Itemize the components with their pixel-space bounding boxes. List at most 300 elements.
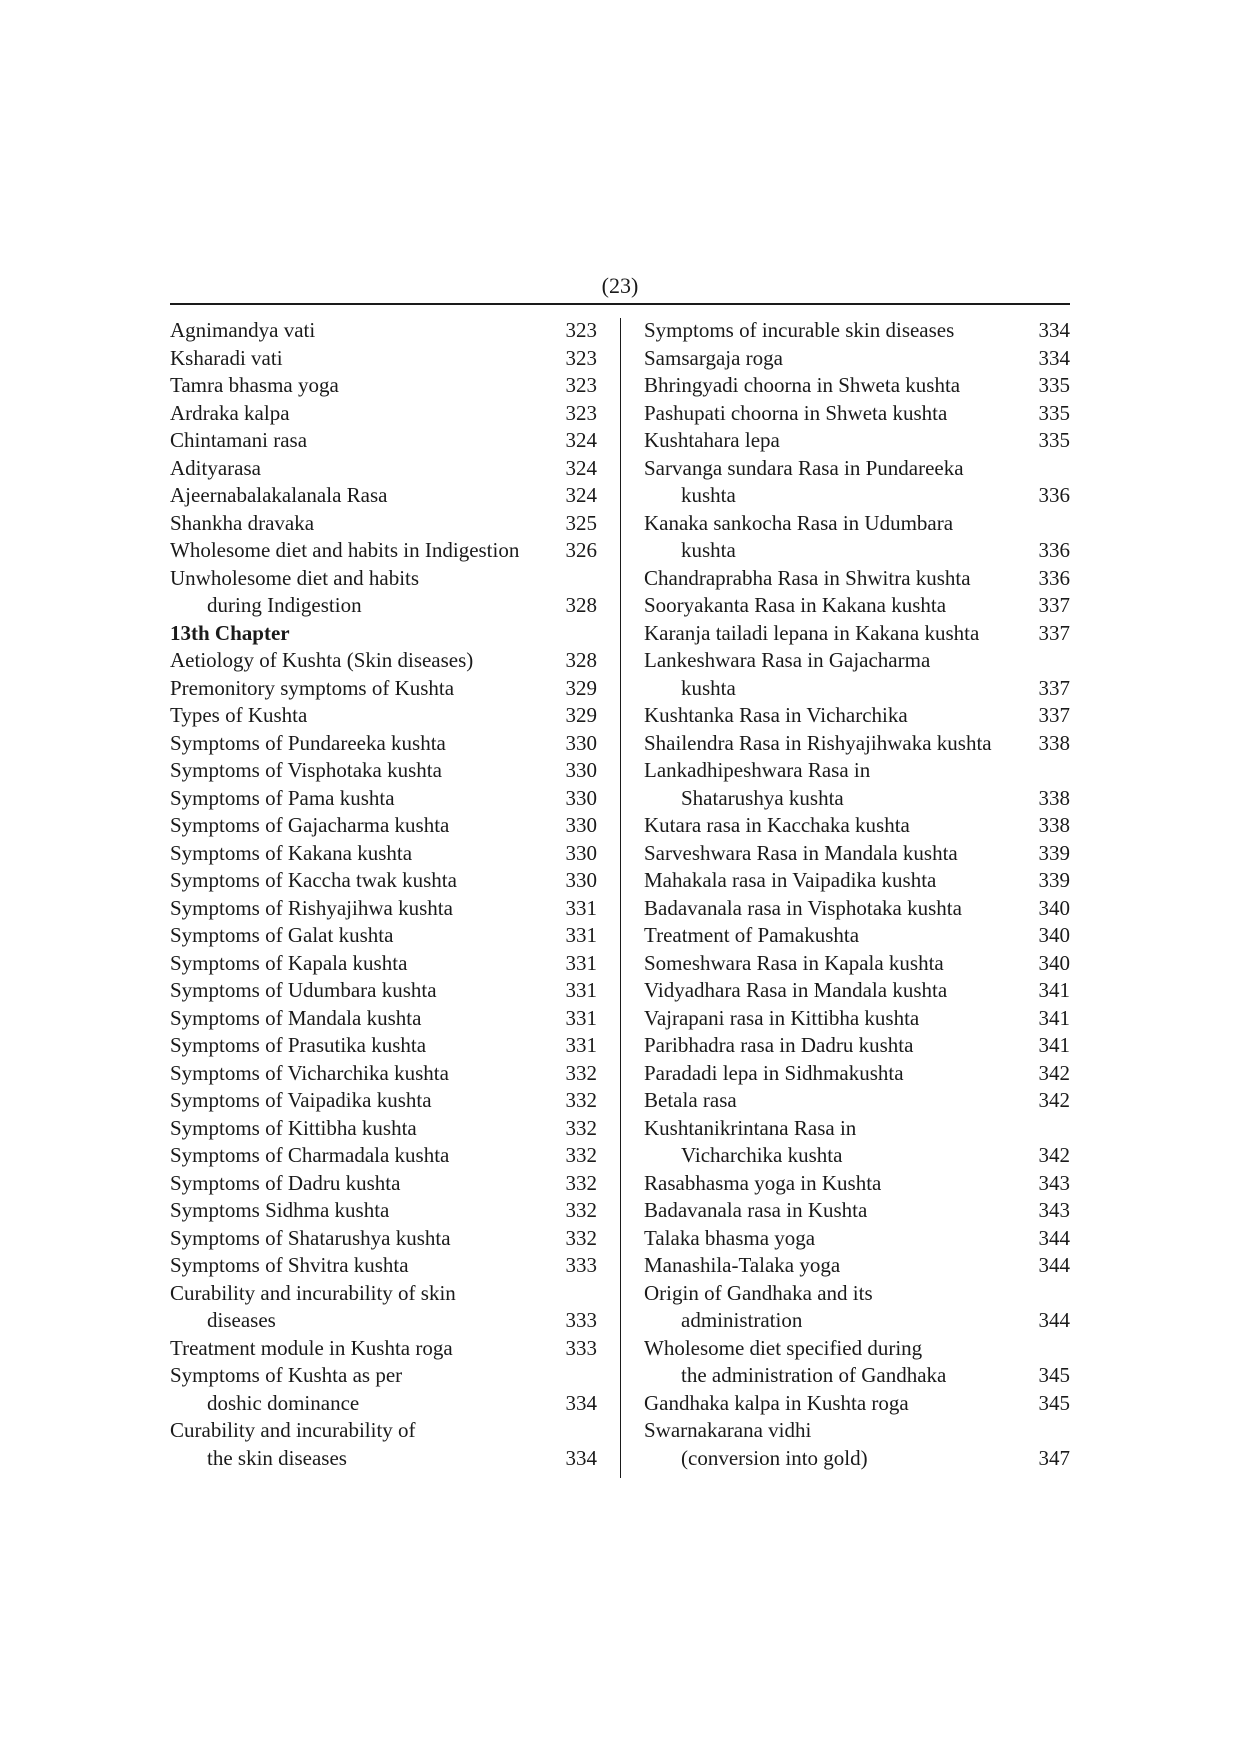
toc-entry: [644, 1005, 1070, 1033]
toc-entry-title: [644, 1060, 1035, 1088]
toc-entry: [170, 1005, 597, 1033]
toc-entry-page: 334: [1038, 318, 1070, 342]
toc-entry-page: 329: [565, 703, 597, 727]
toc-entry: [170, 675, 597, 703]
toc-entry-title-line: Sooryakanta Rasa in Kakana kushta: [644, 593, 947, 617]
toc-entry-title: [644, 840, 1035, 868]
toc-entry: [644, 1417, 1070, 1472]
toc-entry-title: [644, 565, 1035, 593]
toc-entry-title-line: Premonitory symptoms of Kushta: [170, 675, 455, 700]
toc-entry-title: [170, 1142, 562, 1170]
toc-entry-page: 339: [1038, 840, 1070, 865]
toc-entry: [644, 702, 1070, 730]
toc-entry-title: [644, 1417, 1035, 1472]
toc-entry-title-line: Shatarushya kushta: [681, 785, 844, 810]
toc-entry-title: [170, 895, 562, 923]
toc-entry: [170, 565, 597, 620]
toc-entry-page: 323: [565, 373, 597, 397]
toc-entry: [170, 647, 597, 675]
toc-entry: [170, 1280, 597, 1335]
toc-entry: [170, 345, 597, 373]
toc-entry-title-line: Wholesome diet and habits in Indigestion: [170, 538, 520, 562]
toc-entry-title-line: Vidyadhara Rasa in Mandala kushta: [644, 978, 948, 1002]
toc-entry-title-line: 13th Chapter: [170, 620, 290, 645]
toc-entry-title: [170, 565, 562, 620]
toc-entry-page: 340: [1038, 950, 1070, 975]
toc-entry-page: 331: [565, 923, 597, 947]
toc-entry-page: 332: [565, 1115, 597, 1140]
toc-entry-page: 342: [1038, 1143, 1070, 1167]
toc-entry: [170, 372, 597, 400]
toc-entry: [170, 1170, 597, 1198]
toc-entry-title: [644, 1087, 1035, 1115]
toc-entry-title: [644, 620, 1035, 648]
toc-entry-title-line: Sarvanga sundara Rasa in Pundareeka: [644, 455, 964, 480]
toc-entry-title: [170, 620, 593, 648]
toc-entry: [644, 400, 1070, 428]
toc-entry-page: 345: [1038, 1390, 1070, 1415]
toc-entry-page: 331: [565, 895, 597, 920]
toc-entry-page: 339: [1038, 868, 1070, 892]
toc-entry-page: 344: [1038, 1225, 1070, 1250]
toc-entry-title-line: Someshwara Rasa in Kapala kushta: [644, 950, 944, 975]
toc-entry-title-line: Paradadi lepa in Sidhmakushta: [644, 1060, 904, 1085]
toc-entry-title: [170, 647, 562, 675]
toc-entry-title-line: Ardraka kalpa: [170, 400, 290, 425]
toc-entry-page: 326: [565, 538, 597, 562]
toc-entry-page: 335: [1038, 400, 1070, 425]
toc-entry-title: [644, 1335, 1035, 1390]
toc-entry-title-line: Curability and incurability of skin: [170, 1280, 456, 1305]
toc-entry-page: 332: [565, 1088, 597, 1112]
toc-entry-page: 338: [1038, 785, 1070, 810]
toc-entry: [644, 1335, 1070, 1390]
toc-entry-page: 333: [565, 1253, 597, 1277]
toc-entry: [644, 565, 1070, 593]
toc-entry-title: [644, 702, 1035, 730]
toc-entry-title-line: Lankeshwara Rasa in Gajacharma: [644, 648, 931, 672]
toc-entry-page: 330: [565, 785, 597, 810]
toc-entry-page: 331: [565, 1005, 597, 1030]
toc-entry-page: 332: [565, 1198, 597, 1222]
toc-entry-page: 333: [565, 1308, 597, 1332]
toc-entry-title: [170, 1417, 562, 1472]
toc-entry-page: 324: [565, 428, 597, 452]
toc-entry: [644, 840, 1070, 868]
header-rule: [170, 303, 1070, 305]
toc-entry-title-line: Symptoms of Vaipadika kushta: [170, 1088, 432, 1112]
page-number: (23): [601, 273, 639, 298]
toc-entry: [644, 1060, 1070, 1088]
toc-entry-title-line: Symptoms of Pundareeka kushta: [170, 730, 446, 755]
toc-entry-title-line: Symptoms of Pama kushta: [170, 785, 395, 810]
toc-entry-page: 344: [1038, 1253, 1070, 1277]
toc-entry-title-line: Kushtanikrintana Rasa in: [644, 1115, 857, 1140]
toc-entry-title-line: Symptoms of Kushta as per: [170, 1363, 403, 1387]
toc-entry-title-line: Badavanala rasa in Visphotaka kushta: [644, 895, 962, 920]
toc-entry: [644, 647, 1070, 702]
toc-entry-title: [644, 592, 1035, 620]
toc-entry-title-line: Ksharadi vati: [170, 345, 283, 370]
toc-left-column: [170, 317, 597, 1472]
toc-entry-page: 330: [565, 813, 597, 837]
toc-entry-title-line: Treatment of Pamakushta: [644, 923, 860, 947]
toc-entry-page: 341: [1038, 1033, 1070, 1057]
toc-entry-title: [170, 840, 562, 868]
toc-entry: [644, 317, 1070, 345]
toc-entry-title: [644, 895, 1035, 923]
toc-entry-title: [644, 977, 1035, 1005]
toc-entry-title: [170, 510, 562, 538]
toc-entry-title-line: Symptoms of Visphotaka kushta: [170, 758, 442, 782]
toc-entry-title-line: Karanja tailadi lepana in Kakana kushta: [644, 620, 980, 645]
toc-entry-title-line: Paribhadra rasa in Dadru kushta: [644, 1033, 914, 1057]
toc-entry-page: 328: [565, 593, 597, 617]
toc-entry-page: 343: [1038, 1198, 1070, 1222]
toc-entry-title: [170, 757, 562, 785]
toc-entry-title: [170, 1170, 562, 1198]
toc-entry-page: 336: [1038, 483, 1070, 507]
toc-entry-title: [170, 1060, 562, 1088]
toc-entry: [644, 345, 1070, 373]
toc-entry-title-line: Lankadhipeshwara Rasa in: [644, 758, 871, 782]
toc-entry-title: [170, 1087, 562, 1115]
toc-entry-title-line: Bhringyadi choorna in Shweta kushta: [644, 373, 961, 397]
toc-entry-page: 337: [1038, 620, 1070, 645]
toc-entry-title: [170, 1225, 562, 1253]
toc-entry: [170, 1115, 597, 1143]
toc-entry-title: [644, 757, 1035, 812]
toc-entry-title-line: Shailendra Rasa in Rishyajihwaka kushta: [644, 730, 992, 755]
toc-entry-page: 341: [1038, 978, 1070, 1002]
toc-entry-page: 330: [565, 840, 597, 865]
toc-entry-title-line: Chandraprabha Rasa in Shwitra kushta: [644, 565, 971, 590]
toc-entry-title-line: Symptoms of Mandala kushta: [170, 1005, 422, 1030]
toc-entry-page: 323: [565, 318, 597, 342]
toc-entry-title-line: Aetiology of Kushta (Skin diseases): [170, 648, 474, 672]
toc-entry-title-line: Treatment module in Kushta roga: [170, 1335, 453, 1360]
toc-entry-title-line: Adityarasa: [170, 455, 261, 480]
toc-entry-page: 329: [565, 675, 597, 700]
toc-entry-title: [170, 1335, 562, 1363]
toc-entry: [170, 977, 597, 1005]
toc-entry-title-line: Pashupati choorna in Shweta kushta: [644, 400, 948, 425]
toc-entry: [170, 1335, 597, 1363]
toc-entry-title: [170, 702, 562, 730]
toc-entry-title: [170, 537, 562, 565]
toc-entry: [644, 867, 1070, 895]
toc-entry: [170, 482, 597, 510]
toc-entry-title-line: Symptoms of Rishyajihwa kushta: [170, 895, 453, 920]
toc-entry-page: 334: [1038, 345, 1070, 370]
toc-entry-title-line: Symptoms Sidhma kushta: [170, 1198, 390, 1222]
toc-entry-title-line: Symptoms of Kakana kushta: [170, 840, 413, 865]
toc-entry-title-line: Symptoms of Kapala kushta: [170, 950, 408, 975]
toc-entry-title-line: Symptoms of incurable skin diseases: [644, 318, 955, 342]
toc-entry-title-line: Symptoms of Dadru kushta: [170, 1170, 401, 1195]
toc-entry: [644, 1197, 1070, 1225]
toc-entry-title: [170, 427, 562, 455]
toc-entry-title-line: Shankha dravaka: [170, 510, 315, 535]
toc-entry: [170, 510, 597, 538]
toc-entry: [644, 950, 1070, 978]
toc-entry: [170, 757, 597, 785]
toc-entry-title-line: Kutara rasa in Kacchaka kushta: [644, 813, 910, 837]
toc-entry-title: [170, 785, 562, 813]
toc-entry-title: [644, 1005, 1035, 1033]
toc-entry-page: 331: [565, 950, 597, 975]
toc-entry-title: [644, 812, 1035, 840]
toc-entry-title: [644, 1115, 1035, 1170]
toc-entry-page: 334: [565, 1390, 597, 1415]
toc-entry-page: 332: [565, 1143, 597, 1167]
toc-entry-page: 340: [1038, 923, 1070, 947]
toc-entry-page: 345: [1038, 1363, 1070, 1387]
toc-entry-title: [170, 1362, 562, 1417]
toc-entry: [170, 1417, 597, 1472]
toc-entry: [644, 592, 1070, 620]
toc-entry: [170, 950, 597, 978]
toc-entry-title-line: Symptoms of Shvitra kushta: [170, 1253, 409, 1277]
toc-entry-title: [644, 1390, 1035, 1418]
toc-entry-title: [644, 730, 1035, 758]
toc-entry-title: [170, 1115, 562, 1143]
toc-entry-page: 336: [1038, 538, 1070, 562]
toc-entry-page: 340: [1038, 895, 1070, 920]
toc-entry-page: 330: [565, 758, 597, 782]
toc-entry-title: [170, 1032, 562, 1060]
toc-entry-page: 337: [1038, 703, 1070, 727]
toc-entry-title-line: Origin of Gandhaka and its: [644, 1280, 873, 1305]
toc-entry-title: [170, 675, 562, 703]
toc-entry-title-line: Gandhaka kalpa in Kushta roga: [644, 1390, 909, 1415]
toc-entry-title-line: Curability and incurability of: [170, 1418, 416, 1442]
toc-entry: [170, 1032, 597, 1060]
toc-entry-title: [170, 372, 562, 400]
toc-entry: [170, 1362, 597, 1417]
toc-entry-page: 343: [1038, 1170, 1070, 1195]
toc-entry-title-line: Manashila-Talaka yoga: [644, 1253, 841, 1277]
toc-entry: [170, 895, 597, 923]
toc-entry-page: 332: [565, 1170, 597, 1195]
toc-entry-title: [644, 345, 1035, 373]
toc-entry-page: 330: [565, 730, 597, 755]
toc-entry-title: [644, 1170, 1035, 1198]
toc-entry-title: [644, 510, 1035, 565]
toc-entry-title: [644, 317, 1035, 345]
toc-entry: [644, 1225, 1070, 1253]
toc-entry-title: [644, 867, 1035, 895]
toc-entry: [644, 1390, 1070, 1418]
toc-entry-title-line: Symptoms of Charmadala kushta: [170, 1143, 450, 1167]
toc-entry-title: [170, 977, 562, 1005]
toc-entry: [644, 455, 1070, 510]
toc-entry: [644, 895, 1070, 923]
toc-entry-title-line: Badavanala rasa in Kushta: [644, 1198, 868, 1222]
toc-entry: [644, 1032, 1070, 1060]
toc-entry-page: 337: [1038, 675, 1070, 700]
toc-entry-title-line: Sarveshwara Rasa in Mandala kushta: [644, 840, 958, 865]
toc-entry-title-line: Symptoms of Kaccha twak kushta: [170, 868, 457, 892]
toc-entry: [170, 867, 597, 895]
toc-entry: [170, 922, 597, 950]
toc-entry-page: 342: [1038, 1060, 1070, 1085]
toc-entry: [170, 1225, 597, 1253]
toc-entry-page: 323: [565, 400, 597, 425]
toc-entry: [170, 1060, 597, 1088]
toc-entry-title: [170, 482, 562, 510]
toc-entry: [170, 1252, 597, 1280]
toc-entry-title: [170, 812, 562, 840]
toc-entry-title-line: Symptoms of Galat kushta: [170, 923, 394, 947]
toc-entry-title-line: Agnimandya vati: [170, 318, 316, 342]
toc-entry-title-line: Chintamani rasa: [170, 428, 308, 452]
toc-entry: [644, 1170, 1070, 1198]
toc-entry-title-line: Symptoms of Shatarushya kushta: [170, 1225, 451, 1250]
toc-entry-page: 338: [1038, 813, 1070, 837]
toc-entry-title-line: (conversion into gold): [681, 1445, 868, 1470]
toc-entry: [644, 427, 1070, 455]
toc-entry-page: 331: [565, 1033, 597, 1057]
toc-entry-title: [170, 1197, 562, 1225]
toc-entry-title: [170, 730, 562, 758]
toc-entry-page: 330: [565, 868, 597, 892]
column-divider: [620, 318, 621, 1478]
toc-entry-page: 328: [565, 648, 597, 672]
toc-entry-title-line: Symptoms of Udumbara kushta: [170, 978, 437, 1002]
toc-entry-title: [644, 922, 1035, 950]
toc-entry-title-line: Symptoms of Vicharchika kushta: [170, 1060, 449, 1085]
toc-entry-title: [170, 1280, 562, 1335]
toc-entry-title: [644, 1032, 1035, 1060]
toc-entry-page: 335: [1038, 373, 1070, 397]
toc-entry: [170, 455, 597, 483]
toc-entry: [170, 1142, 597, 1170]
toc-entry-title: [644, 1197, 1035, 1225]
toc-entry-title-line: Types of Kushta: [170, 703, 308, 727]
toc-entry-page: 332: [565, 1225, 597, 1250]
toc-entry: [170, 317, 597, 345]
toc-entry: [170, 1087, 597, 1115]
toc-entry-title-line: Kushtahara lepa: [644, 428, 780, 452]
toc-entry-page: 336: [1038, 565, 1070, 590]
toc-entry-title: [644, 455, 1035, 510]
toc-entry-title-line: Mahakala rasa in Vaipadika kushta: [644, 868, 937, 892]
toc-entry: [644, 372, 1070, 400]
toc-entry-page: 337: [1038, 593, 1070, 617]
toc-entry-page: 335: [1038, 428, 1070, 452]
toc-entry-title-line: the administration of Gandhaka: [681, 1363, 947, 1387]
toc-entry-title-line: Ajeernabalakalanala Rasa: [170, 483, 388, 507]
toc-entry-title-line: Vicharchika kushta: [681, 1143, 843, 1167]
toc-entry: [644, 977, 1070, 1005]
chapter-heading: [170, 620, 597, 648]
toc-entry-title: [170, 950, 562, 978]
toc-entry-page: 331: [565, 978, 597, 1002]
toc-entry-page: 333: [565, 1335, 597, 1360]
toc-entry-title-line: Kushtanka Rasa in Vicharchika: [644, 703, 908, 727]
toc-entry-page: 344: [1038, 1308, 1070, 1332]
toc-entry-title-line: Rasabhasma yoga in Kushta: [644, 1170, 882, 1195]
toc-entry-title: [644, 950, 1035, 978]
toc-entry-title: [170, 922, 562, 950]
toc-entry: [170, 427, 597, 455]
toc-entry-title: [170, 867, 562, 895]
toc-entry: [170, 812, 597, 840]
toc-entry-title-line: Kanaka sankocha Rasa in Udumbara: [644, 510, 954, 535]
toc-entry: [644, 730, 1070, 758]
toc-entry: [644, 757, 1070, 812]
toc-entry-title-line: the skin diseases: [207, 1445, 347, 1470]
toc-entry-title: [644, 372, 1035, 400]
toc-entry-page: 334: [565, 1445, 597, 1470]
toc-entry-page: 324: [565, 483, 597, 507]
toc-entry: [170, 400, 597, 428]
toc-entry-title-line: Symptoms of Gajacharma kushta: [170, 813, 450, 837]
toc-entry-title-line: Unwholesome diet and habits: [170, 565, 420, 590]
toc-entry-page: 347: [1038, 1445, 1070, 1470]
toc-entry: [170, 840, 597, 868]
toc-entry-title: [170, 400, 562, 428]
toc-entry: [170, 702, 597, 730]
toc-entry-title-line: diseases: [207, 1308, 276, 1332]
toc-right-column: [644, 317, 1070, 1472]
toc-entry-page: 324: [565, 455, 597, 480]
toc-entry: [644, 510, 1070, 565]
toc-entry-title-line: Swarnakarana vidhi: [644, 1418, 812, 1442]
toc-entry-title-line: Wholesome diet specified during: [644, 1335, 923, 1360]
toc-entry: [644, 620, 1070, 648]
toc-entry-title-line: Vajrapani rasa in Kittibha kushta: [644, 1005, 920, 1030]
toc-entry: [644, 812, 1070, 840]
toc-entry-page: 338: [1038, 730, 1070, 755]
toc-entry-title: [644, 647, 1035, 702]
toc-entry-title: [170, 317, 562, 345]
toc-entry-title-line: Symptoms of Kittibha kushta: [170, 1115, 417, 1140]
toc-entry-title: [644, 1280, 1035, 1335]
toc-entry-page: 342: [1038, 1088, 1070, 1112]
toc-entry-title-line: kushta: [681, 675, 736, 700]
toc-entry-title-line: administration: [681, 1308, 803, 1332]
toc-entry-page: 341: [1038, 1005, 1070, 1030]
toc-entry-title: [644, 1252, 1035, 1280]
toc-entry-title-line: during Indigestion: [207, 593, 362, 617]
toc-entry: [644, 1280, 1070, 1335]
toc-entry-title-line: Samsargaja roga: [644, 345, 783, 370]
toc-entry-title: [170, 1005, 562, 1033]
toc-entry-title: [170, 455, 562, 483]
toc-entry-title: [170, 1252, 562, 1280]
toc-entry-title: [644, 1225, 1035, 1253]
toc-entry-page: 323: [565, 345, 597, 370]
toc-entry-title-line: doshic dominance: [207, 1390, 360, 1415]
toc-entry-title-line: Symptoms of Prasutika kushta: [170, 1033, 427, 1057]
toc-entry-page: 332: [565, 1060, 597, 1085]
toc-entry-title-line: kushta: [681, 538, 736, 562]
toc-entry: [170, 785, 597, 813]
toc-entry-title-line: Betala rasa: [644, 1088, 737, 1112]
toc-entry: [170, 537, 597, 565]
toc-entry: [644, 1252, 1070, 1280]
toc-entry-page: 325: [565, 510, 597, 535]
toc-entry: [644, 922, 1070, 950]
toc-entry-title: [170, 345, 562, 373]
toc-entry: [644, 1087, 1070, 1115]
toc-entry-title: [644, 400, 1035, 428]
toc-entry-title-line: Talaka bhasma yoga: [644, 1225, 816, 1250]
toc-entry: [170, 730, 597, 758]
toc-entry-title-line: Tamra bhasma yoga: [170, 373, 339, 397]
